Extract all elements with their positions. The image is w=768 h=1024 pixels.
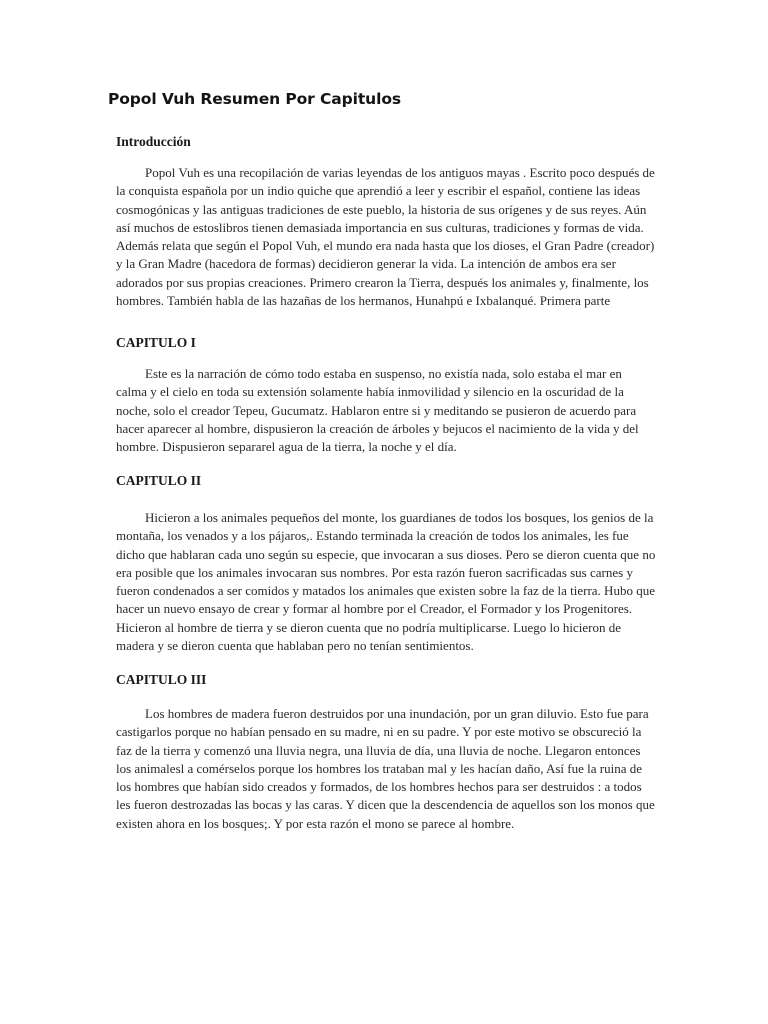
section-heading-capitulo-3: CAPITULO III — [116, 672, 207, 687]
section-body-capitulo-3: Los hombres de madera fueron destruidos por una inundación, por un gran diluvio. Esto fue para castigarlos porque no habían pensado en su madre, ni en su padre. Y por este motivo se obscureció la faz de la tierra y comenzó una lluvia negra, una lluvia de día, una lluvia de noche. Llegaron entonces los animalesl a comérselos porque los hombres los trataban mal y les hacían daño, Así fue la ruina de los hombres que habían sido creados y formados, de los hombres hechos para ser destruidos : a todos les fueron destrozadas las bocas y las caras. Y dicen que la descendencia de aquellos son los monos que existen ahora en los bosques;. Y por esta razón el mono se parece al hombre. — [116, 706, 655, 831]
section-heading-introduccion: Introducción — [116, 134, 191, 149]
section-body-capitulo-2: Hicieron a los animales pequeños del monte, los guardianes de todos los bosques, los genios de la montaña, los venados y a los pájaros,. Estando terminada la creación de todos los animales, les fue dicho que hablaran cada uno según su especie, que invocaran a sus dioses. Pero se dieron cuenta que no era posible que los animales invocaran sus nombres. Por esta razón fueron sacrificadas sus carnes y fueron condenados a ser comidos y matados los animales que existen sobre la faz de la tierra. Hubo que hacer un nuevo ensayo de crear y formar al hombre por el Creador, el Formador y los Progenitores. Hicieron al hombre de tierra y se dieron cuenta que no podría multiplicarse. Luego lo hicieron de madera y se dieron cuenta que hablaban pero no tenían sentimientos. — [116, 510, 656, 654]
section-heading-capitulo-2: CAPITULO II — [116, 473, 202, 488]
section-body-capitulo-1: Este es la narración de cómo todo estaba en suspenso, no existía nada, solo estaba el mar en calma y el cielo en toda su extensión solamente había inmovilidad y silencio en la oscuridad de la noche, solo el creador Tepeu, Gucumatz. Hablaron entre si y meditando se pusieron de acuerdo para hacer aparecer al hombre, dispusieron la creación de árboles y bejucos el nacimiento de la vida y del hombre. Dispusieron separarel agua de la tierra, la noche y el día. — [116, 366, 639, 455]
section-heading-capitulo-1: CAPITULO I — [116, 335, 196, 350]
document-title: Popol Vuh Resumen Por Capitulos — [108, 90, 401, 108]
section-body-introduccion: Popol Vuh es una recopilación de varias leyendas de los antiguos mayas . Escrito poco después de la conquista española por un indio quiche que aprendió a leer y escribir el español, contiene las ideas cosmogónicas y las antiguas tradiciones de este pueblo, la historia de sus orígenes y de sus reyes. Aún así muchos de estoslibros tienen demasiada importancia en sus culturas, tradiciones y formas de vida. Además relata que según el Popol Vuh, el mundo era nada hasta que los dioses, el Gran Padre (creador) y la Gran Madre (hacedora de formas) decidieron generar la vida. La intención de ambos era ser adorados por sus propias creaciones. Primero crearon la Tierra, después los animales y, finalmente, los hombres. También habla de las hazañas de los hermanos, Hunahpú e Ixbalanqué. Primera parte — [116, 165, 655, 309]
